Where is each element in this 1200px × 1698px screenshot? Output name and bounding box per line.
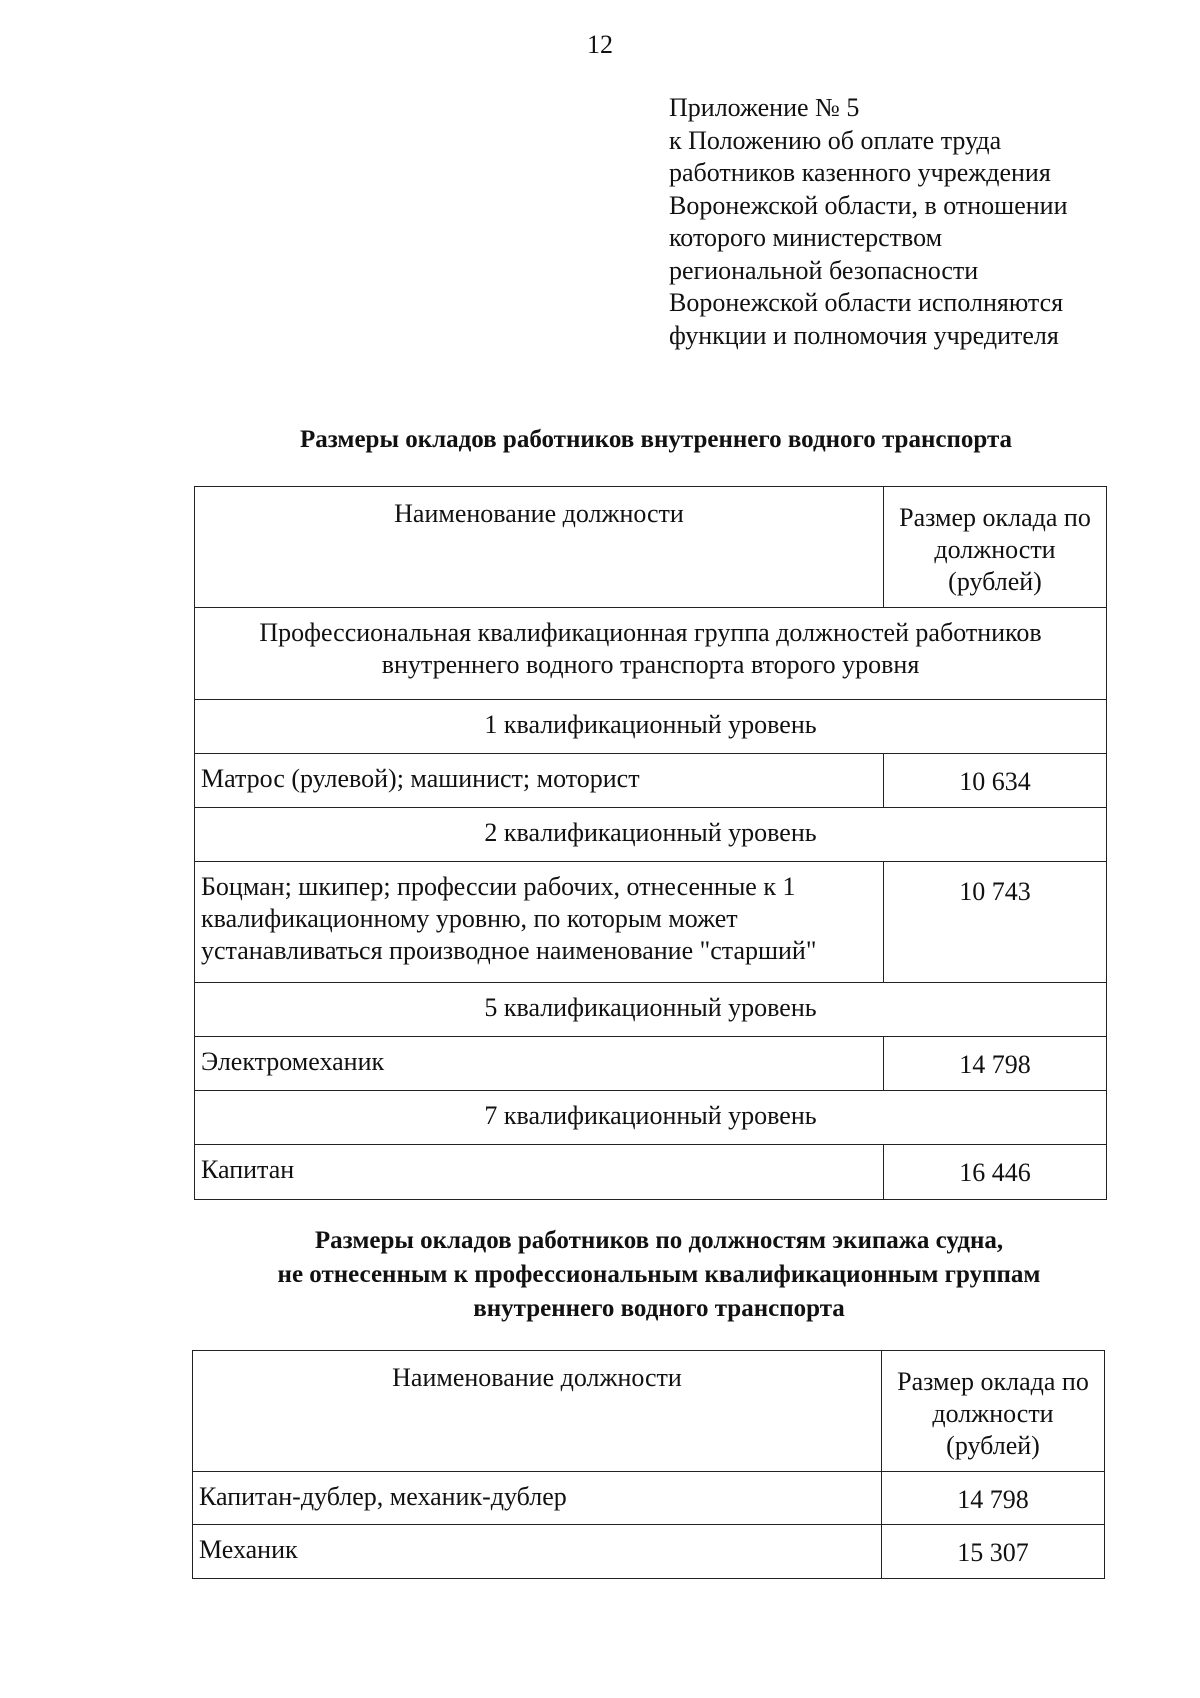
section2-title-line: Размеры окладов работников по должностям экипажа судна, (314, 1227, 1004, 1254)
level-row (195, 808, 1107, 862)
position-name-line: устанавливаться производное наименование "старший" (201, 936, 817, 965)
position-name: Матрос (рулевой); машинист; моторист (195, 754, 884, 808)
table-row (195, 754, 1107, 808)
position-name-line: квалификационному уровню, по которым может (201, 904, 738, 933)
header-salary (884, 487, 1107, 608)
group-row (195, 608, 1107, 700)
appendix-line: Воронежской области, в отношении (669, 190, 1068, 220)
position-name: Механик (193, 1525, 882, 1579)
table-row (195, 1145, 1107, 1200)
header-salary-line: должности (934, 535, 1056, 564)
table-header-row (193, 1351, 1105, 1472)
group-line: Профессиональная квалификационная группа должностей работников (259, 618, 1042, 647)
appendix-note (669, 92, 1189, 352)
position-name: Капитан-дублер, механик-дублер (193, 1472, 882, 1525)
group-line: внутреннего водного транспорта второго уровня (381, 650, 920, 679)
header-salary-line: (рублей) (948, 567, 1042, 596)
section1-title-text: Размеры окладов работников внутреннего водного транспорта (299, 426, 1013, 453)
page-number: 12 (587, 30, 613, 59)
section2-title-line: внутреннего водного транспорта (473, 1295, 845, 1322)
qualification-group (195, 608, 1107, 700)
appendix-line: работников казенного учреждения (669, 158, 1051, 187)
position-name: Электромеханик (195, 1037, 884, 1091)
section1-title (0, 423, 1200, 457)
position-name (195, 862, 884, 983)
level-label: 5 квалификационный уровень (195, 983, 1107, 1037)
appendix-line: к Положению об оплате труда (669, 125, 1002, 155)
position-name: Капитан (195, 1145, 884, 1200)
section2-title-line: не отнесенным к профессиональным квалификационным группам (277, 1261, 1041, 1288)
header-salary (882, 1351, 1105, 1472)
salary-value: 14 798 (884, 1037, 1107, 1091)
header-position-name: Наименование должности (193, 1351, 882, 1472)
appendix-line: Воронежской области исполняются (669, 288, 1064, 317)
salary-value: 14 798 (882, 1472, 1105, 1525)
appendix-line: которого министерством (669, 223, 943, 252)
table-row (195, 1037, 1107, 1091)
header-position-name: Наименование должности (195, 487, 884, 608)
level-label: 1 квалификационный уровень (195, 700, 1107, 754)
salary-table-main (194, 486, 1107, 1200)
level-label: 7 квалификационный уровень (195, 1091, 1107, 1145)
salary-value: 10 743 (884, 862, 1107, 983)
table-row (193, 1472, 1105, 1525)
salary-table-crew (192, 1350, 1105, 1579)
appendix-line: региональной безопасности (669, 255, 979, 285)
table-row (193, 1525, 1105, 1579)
level-row (195, 983, 1107, 1037)
table-header-row (195, 487, 1107, 608)
header-salary-line: должности (932, 1399, 1054, 1428)
header-salary-line: Размер оклада по (899, 503, 1091, 532)
salary-value: 10 634 (884, 754, 1107, 808)
section2-title (0, 1224, 1200, 1326)
header-salary-line: (рублей) (946, 1431, 1040, 1460)
appendix-line: функции и полномочия учредителя (669, 320, 1059, 350)
position-name-line: Боцман; шкипер; профессии рабочих, отнесенные к 1 (201, 872, 796, 901)
salary-value: 15 307 (882, 1525, 1105, 1579)
level-row (195, 1091, 1107, 1145)
header-salary-line: Размер оклада по (897, 1367, 1089, 1396)
appendix-line: Приложение № 5 (669, 93, 860, 122)
level-label: 2 квалификационный уровень (195, 808, 1107, 862)
salary-value: 16 446 (884, 1145, 1107, 1200)
level-row (195, 700, 1107, 754)
table-row (195, 862, 1107, 983)
